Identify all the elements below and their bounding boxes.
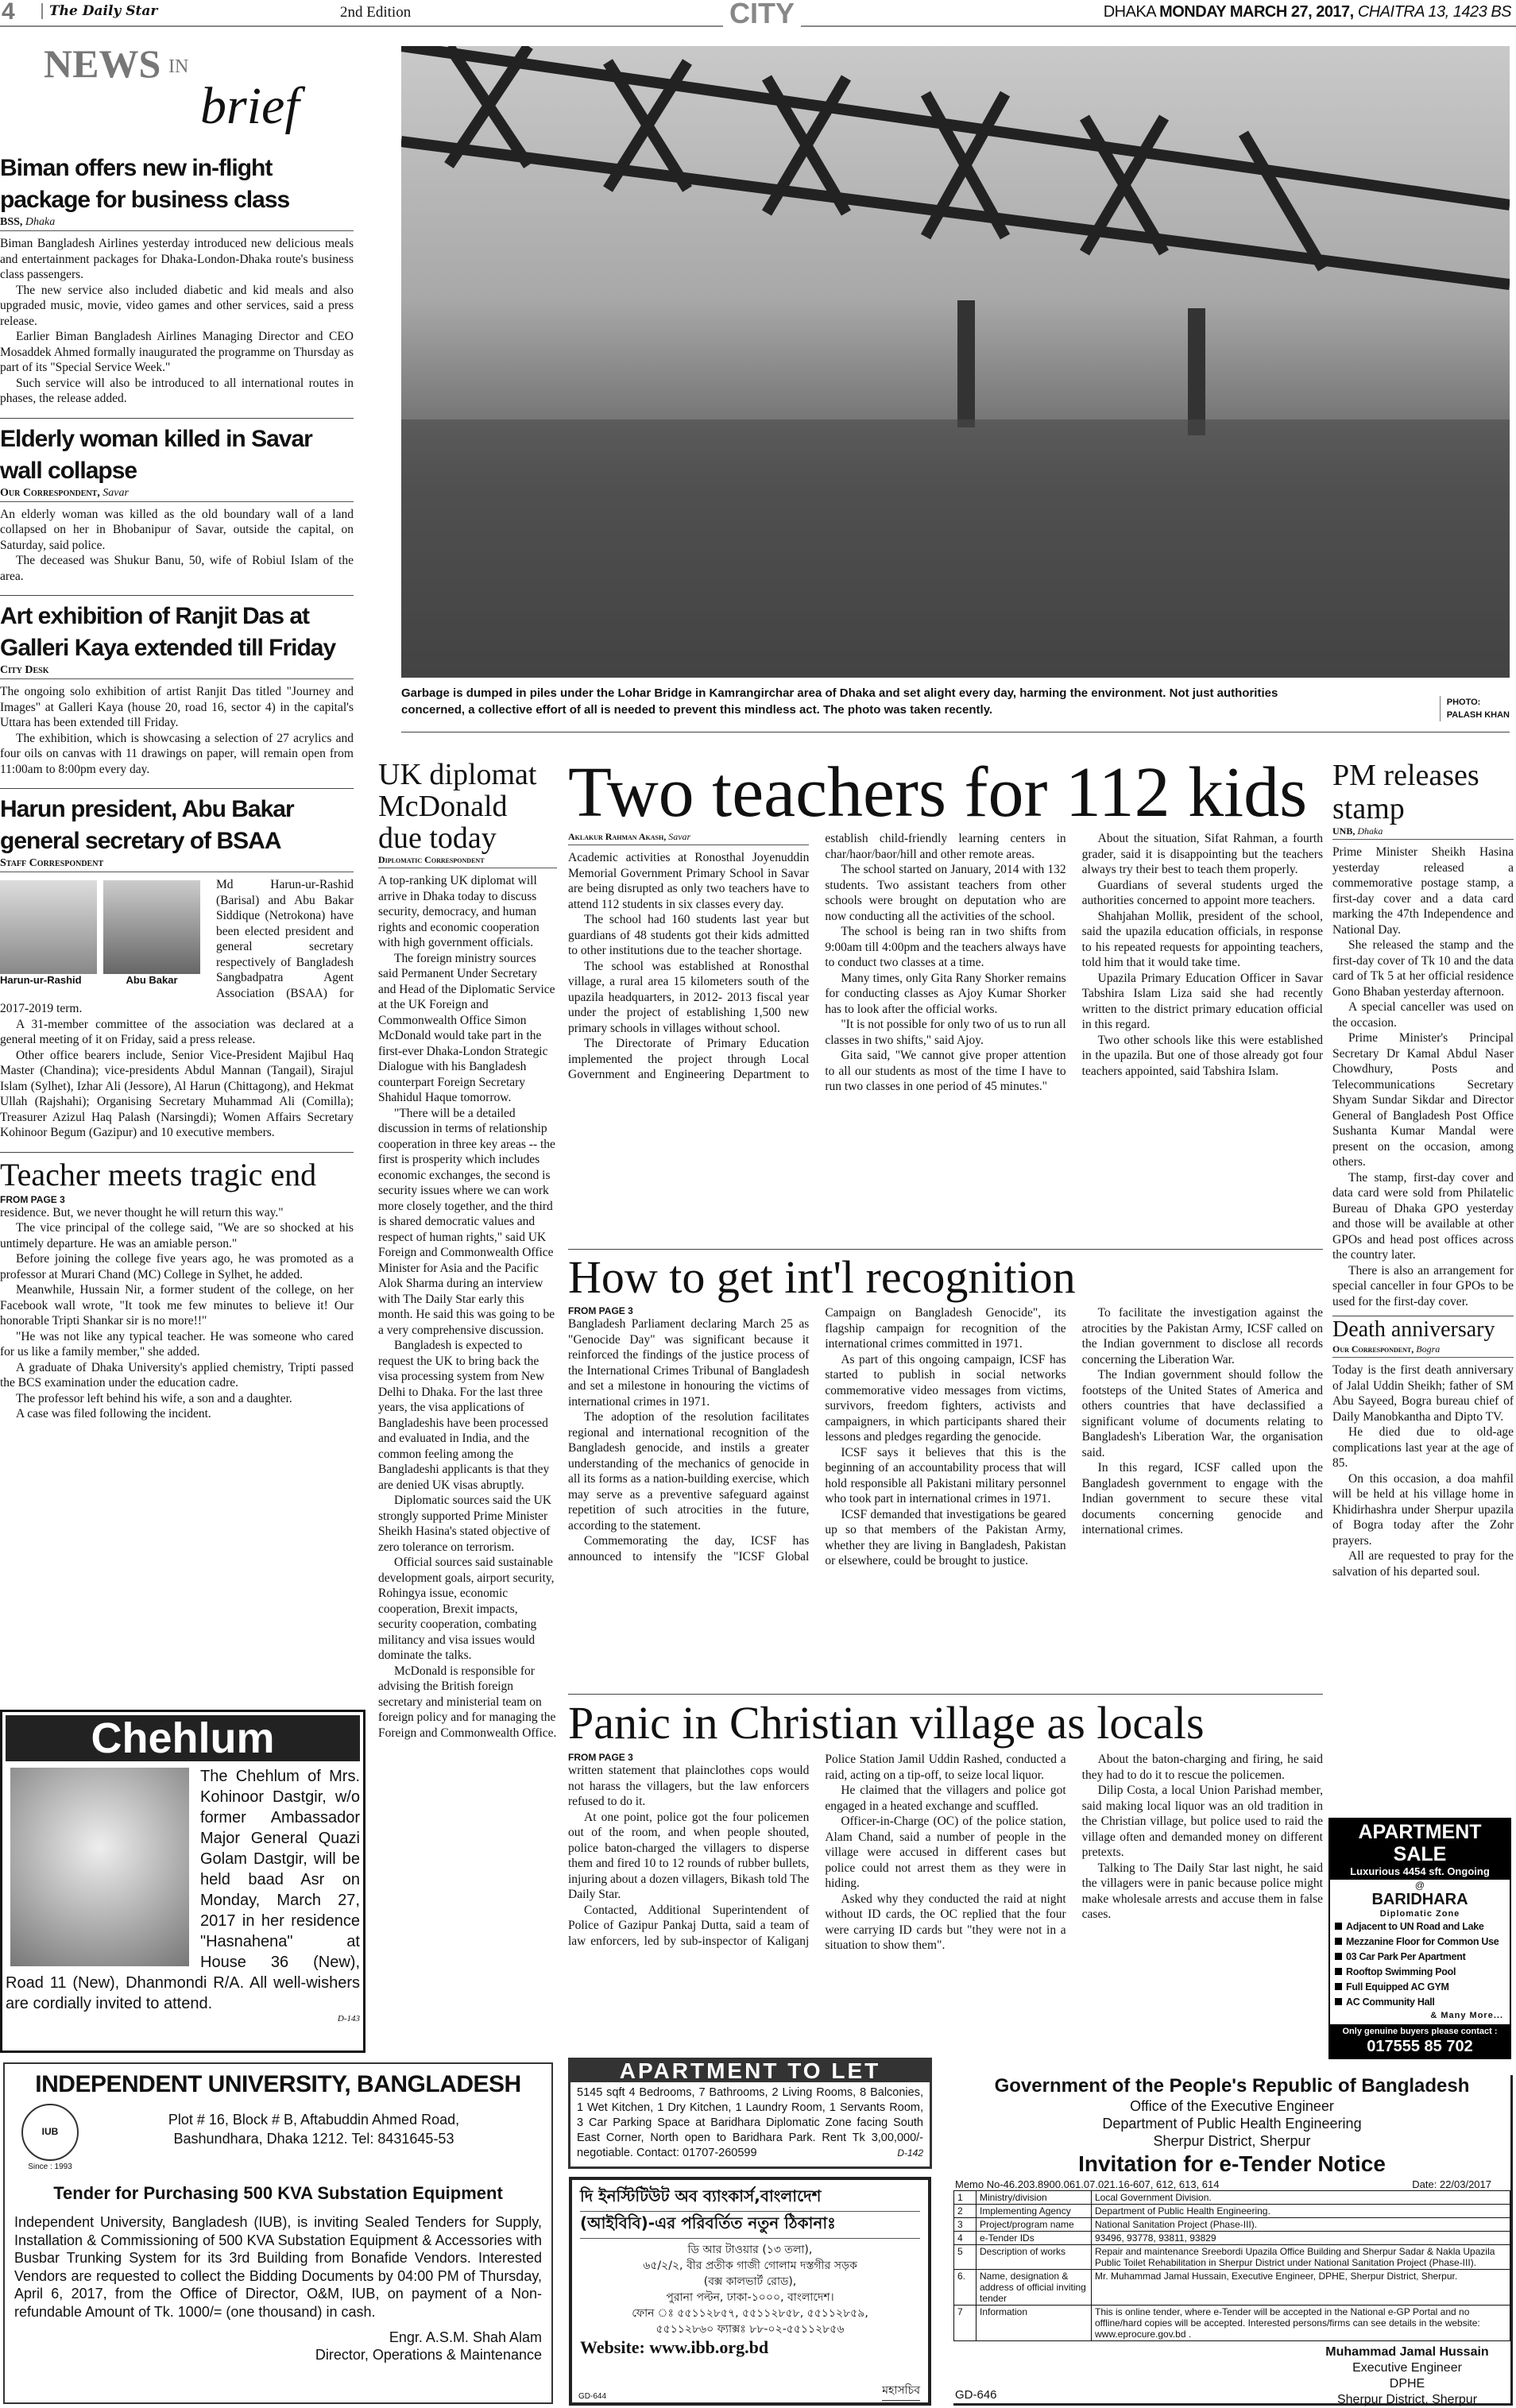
ad-more: & Many More... (1430, 2011, 1503, 2020)
table-row (954, 2205, 1510, 2218)
from-page: FROM PAGE 3 (568, 1305, 633, 1316)
lead-photo (401, 46, 1510, 678)
paragraph: Other office bearers include, Senior Vice-President Majibul Haq Master (Chandina); vice-presidents Abdul Mannan (Tangail), Sirajul Islam (Sylhet), Izhar Ali (Jessore), Al Harun (Chittagong), and Hekmat Ullah (Rajshahi); Organising Secretary Muhammad Ali (Comilla); Treasurer Azizul Haq Palash (Narsingdi); Women Affairs Secretary Kohinoor Begum (Gazipur) and 10 executive members. (0, 1048, 354, 1139)
dateline-date: MONDAY MARCH 27, 2017, (1159, 3, 1354, 21)
ibb-fax: ৫৫১১২৮৬০ ফ্যাক্সঃ ৮৮-০২-৫৫১১২৮৫৬ (656, 2323, 845, 2336)
article-body (0, 684, 354, 777)
paragraph: The deceased was Shukur Banu, 50, wife of Robiul Islam of the area. (0, 554, 354, 583)
paragraph: Such service will also be introduced to all international routes in phases, the release added. (0, 376, 354, 405)
paragraph: Diplomatic sources said the UK strongly supported Prime Minister Sheikh Hasina's stated objective of zero tolerance on terrorism. (378, 1494, 552, 1554)
paragraph: Talking to The Daily Star last night, he said the villagers were in panic because police might make wholesale arrests and accuse them in false cases. (1081, 1861, 1323, 1921)
row-label: Information (977, 2306, 1092, 2341)
paragraph: An elderly woman was killed as the old boundary wall of a land collapsed on her in Bhobanipur of Savar, outside the capital, on Saturday, said police. (0, 507, 354, 552)
paragraph: Bangladesh Parliament declaring March 25 as "Genocide Day" was significant because it reinforced the findings of the justice process of the International Crimes Tribunal of Bangladesh and set a milestone in honouring the victims of international crimes in 1971. (568, 1317, 810, 1409)
paragraph: A graduate of Dhaka University's applied chemistry, Tripti passed the BCS examination under the education cadre. (0, 1360, 354, 1390)
tender-title: Invitation for e-Tender Notice (1078, 2151, 1386, 2176)
paragraph: The ongoing solo exhibition of artist Ranjit Das titled "Journey and Images" at Galleri Kaya (house 20, road 16, sector 4) in the capital's Uttara has been extended till Friday. (0, 685, 354, 729)
table-row (954, 2218, 1510, 2232)
paragraph: All are requested to pray for the salvation of his departed soul. (1332, 1549, 1514, 1579)
apartment-sale-ad (1328, 1818, 1511, 2059)
left-column (0, 37, 354, 1422)
signer-name: Muhammad Jamal Hussain (1325, 2345, 1489, 2359)
paragraph: A 31-member committee of the association was declared at a general meeting of it on Friday, said a press release. (0, 1017, 354, 1046)
paragraph: Guardians of several students urged the authorities concerned to appoint more teachers. (1081, 878, 1323, 907)
byline: Our Correspondent, Savar (0, 487, 354, 502)
paragraph: Contacted, Additional Superintendent of Police of Gazipur Pankaj Dutta, said a team of law enforcers, led by sub-inspector of Kaliganj Police Station Jamil Uddin Rashed, conducted a raid, acting on a tip-off, to seize local liquor. (568, 1753, 1066, 1948)
brief-in-text: IN (168, 56, 189, 77)
paragraph: ICSF says it believes that this is the beginning of an accountability process that will hold responsible all Pakistani military personnel who took part in international crimes in 1971. (825, 1445, 1066, 1505)
masthead (0, 0, 1516, 27)
feature-item (1335, 1935, 1510, 1950)
brief-title: brief (200, 77, 300, 135)
byline: City Desk (0, 664, 354, 679)
paragraph: He claimed that the villagers and police got engaged in a heated exchange and scuffled. (825, 1784, 1066, 1813)
ibb-title-2: (আইবিবি)-এর পরিবর্তিত নতুন ঠিকানাঃ (580, 2212, 920, 2239)
tender-table (953, 2190, 1510, 2341)
at-sign: @ (1414, 1880, 1425, 1891)
chehlum-notice (0, 1710, 365, 2053)
paragraph: The school had 160 students last year but guardians of 48 students got their kids admitted to other institutions due to the teacher shortage. (568, 913, 810, 957)
headline: UK diplomat McDonald due today (378, 759, 537, 855)
ad-zone: Diplomatic Zone (1379, 1909, 1460, 1919)
paragraph: The Indian government should follow the footsteps of the United States of America and others countries that have declassified a significant volume of documents relating to Bangladesh's Liberation War, the organisation said. (1081, 1368, 1323, 1459)
row-value: Department of Public Health Engineering. (1092, 2205, 1510, 2218)
paragraph: The exhibition, which is showcasing a selection of 27 acrylics and four oils on canvas with 11 drawings on paper, will remain open from 11:00am to 8:00pm every day. (0, 731, 354, 776)
tender-office: Office of the Executive Engineer (1130, 2098, 1334, 2114)
from-page: FROM PAGE 3 (0, 1193, 65, 1205)
paragraph: Officer-in-Charge (OC) of the police station, Alam Chand, said a number of people in the village were accused in different cases but police could not arrest them as they were in hiding. (825, 1815, 1066, 1890)
from-page: FROM PAGE 3 (568, 1752, 633, 1763)
feature-text: Full Equipped AC GYM (1346, 1981, 1449, 1992)
paragraph: Two other schools like this were established in the upazila. But one of those already got four teachers appointed, said Tabshira Islam. (1081, 1033, 1323, 1078)
iub-logo-block (14, 2104, 86, 2172)
section-name: CITY (723, 0, 801, 30)
bridge-garbage-image (401, 46, 1510, 678)
row-value: National Sanitation Project (Phase-III). (1092, 2218, 1510, 2232)
ad-code: GD-644 (578, 2392, 607, 2401)
paragraph: There is also an arrangement for special canceller in four GPOs to be used for the first-day cover. (1332, 1263, 1514, 1308)
article-art (0, 595, 354, 777)
row-number: 5 (954, 2245, 977, 2270)
ad-code: D-143 (337, 2014, 360, 2023)
feature-text: Rooftop Swimming Pool (1346, 1966, 1456, 1977)
feature-item (1335, 1950, 1510, 1965)
paragraph: Dilip Costa, a local Union Parishad member, said making local liquor was an old tradition in the Christian village, but police used to raid the village often and demanded money on different pretexts. (1081, 1784, 1323, 1859)
brief-news-text: NEWS (44, 41, 161, 86)
paragraph: The new service also included diabetic and kid meals and also upgraded music, movie, video games and other services, said a press release. (0, 283, 354, 328)
paragraph: To facilitate the investigation against the atrocities by the Pakistan Army, ICSF called on the Indian government to disclose all records concerning the Liberation War. (1081, 1306, 1323, 1366)
row-label: Name, designation & address of official inviting tender (977, 2270, 1092, 2306)
row-label: Project/program name (977, 2218, 1092, 2232)
feature-item (1335, 1919, 1510, 1935)
tender-district: Sherpur District, Sherpur (1153, 2133, 1311, 2149)
row-label: Implementing Agency (977, 2205, 1092, 2218)
tender-dept: Department of Public Health Engineering (1102, 2116, 1362, 2132)
ad-place: BARIDHARA (1371, 1891, 1468, 1908)
paragraph: He died due to old-age complications last year at the age of 85. (1332, 1425, 1514, 1470)
ibb-address-line: পুরানা পল্টন, ঢাকা-১০০০, বাংলাদেশ। (666, 2291, 834, 2304)
headline: Elderly woman killed in Savar wall collapse (0, 425, 312, 484)
signer-org: DPHE (1389, 2377, 1425, 2391)
apartment-to-let-ad (568, 2058, 932, 2169)
ibb-signer: মহাসচিব (882, 2381, 920, 2401)
headline: Panic in Christian village as locals (568, 1697, 1205, 1749)
article-columns (568, 1752, 1323, 1954)
edition: 2nd Edition (340, 4, 412, 21)
ibb-address-line: ডি আর টাওয়ার (১৩ তলা), (687, 2244, 813, 2256)
ibb-address-line: ৬৫/২/২, বীর প্রতীক গাজী গোলাম দস্তগীর সড়ক (643, 2259, 857, 2272)
paragraph: About the baton-charging and firing, he said they had to do it to rescue the policemen. (1081, 1753, 1323, 1782)
article-teacher (0, 1152, 354, 1422)
feature-item (1335, 1965, 1510, 1980)
photo-credit: PHOTO: PALASH KHAN (1440, 696, 1510, 721)
iub-address: Plot # 16, Block # B, Aftabuddin Ahmed Road, Bashundhara, Dhaka 1212. Tel: 8431645-53 (168, 2112, 460, 2147)
byline: Our Correspondent, Bogra (1332, 1343, 1514, 1358)
row-label: e-Tender IDs (977, 2232, 1092, 2245)
e-tender-notice (953, 2075, 1513, 2406)
article-columns (568, 831, 1323, 1095)
tender-gov: Government of the People's Republic of Bangladesh (994, 2075, 1470, 2097)
headline: PM releases stamp (1332, 759, 1479, 825)
paragraph: Md Harun-ur-Rashid (Barisal) and Abu Bakar Siddique (Netrokona) have been elected president and general secretary respectively of Bangladesh Sangbadpatra Agent Association (BSAA) for 2017-2019 term. (0, 878, 354, 1015)
ibb-title-1: দি ইনস্টিটিউট অব ব্যাংকার্স,বাংলাদেশ (580, 2185, 920, 2212)
ibb-address-ad (569, 2177, 931, 2406)
paragraph: residence. But, we never thought he will return this way." (0, 1205, 284, 1219)
paragraph: Prime Minister's Principal Secretary Dr Kamal Abdul Naser Chowdhury, Posts and Telecommunications Secretary Shyam Sundar Sikdar and Director General of Bangladesh Post Office Sushanta Kumar Mandal were present on the occasion, among others. (1332, 1031, 1514, 1169)
since-text: Since : 1993 (28, 2163, 72, 2171)
caption-text: Garbage is dumped in piles under the Lohar Bridge in Kamrangirchar area of Dhaka and set alight every day, harming the environment. Not just authorities concerned, a collective effort of all is needed to prevent this mindless act. The photo was taken recently. (401, 686, 1278, 717)
paragraph: In this regard, ICSF called upon the Bangladesh government to engage with the Indian government to secure these vital documents concerning genocide and international crimes. (1081, 1461, 1323, 1536)
paragraph: "He was not like any typical teacher. He was someone who cared for us like a family member," she added. (0, 1329, 354, 1359)
signature: Engr. A.S.M. Shah Alam Director, Operations & Maintenance (315, 2329, 542, 2363)
paragraph: Upazila Primary Education Officer in Savar Tabshira Islam Liza said she had recently written to the district primary education official in this regard. (1081, 971, 1323, 1031)
paragraph: Today is the first death anniversary of Jalal Uddin Sheikh; father of SM Abu Sayeed, Bogra bureau chief of Daily Manobkantha and Dipto TV. (1332, 1363, 1514, 1424)
paragraph: Shahjahan Mollik, president of the school, said the upazila education officials, in response to his repeated requests for appointing teachers, told him that it would take time. (1081, 909, 1323, 969)
ibb-website[interactable]: Website: www.ibb.org.bd (580, 2337, 769, 2357)
paragraph: Prime Minister Sheikh Hasina yesterday released a commemorative postage stamp, a first-day cover and a data card marking the 47th Independence and National Day. (1332, 845, 1514, 937)
article-body (0, 507, 354, 585)
paragraph: The professor left behind his wife, a son and a daughter. (16, 1391, 292, 1405)
article-bsaa (0, 788, 354, 1141)
feature-text: AC Community Hall (1346, 1996, 1435, 2008)
feature-text: Adjacent to UN Road and Lake (1346, 1921, 1484, 1932)
row-value: 93496, 93778, 93811, 93829 (1092, 2232, 1510, 2245)
bullet-icon (1335, 1968, 1342, 1975)
article-body (378, 873, 557, 1741)
table-row (954, 2306, 1510, 2341)
article-uk-diplomat (378, 759, 557, 2034)
contact-label: Only genuine buyers please contact : (1342, 2027, 1498, 2036)
paragraph: "It is not possible for only two of us to run all classes in two shifts," said Ajoy. (825, 1018, 1066, 1047)
dateline-bangla: CHAITRA 13, 1423 BS (1357, 3, 1511, 21)
paragraph: A special canceller was used on the occasion. (1332, 1000, 1514, 1030)
article-savar (0, 418, 354, 585)
row-number: 3 (954, 2218, 977, 2232)
chehlum-text: The Chehlum of Mrs. Kohinoor Dastgir, w/o former Ambassador Major General Quazi Golam Dastgir, will be held baad Asr on Monday, March 27, 2017 in her residence "Hasnahena" at House 36 (New), Road 11 (New), Dhanmondi R/A. All well-wishers are cordially invited to attend. (6, 1768, 360, 2012)
bsaa-photos (0, 880, 207, 986)
article-body (1332, 845, 1514, 1309)
row-label: Description of works (977, 2245, 1092, 2270)
paragraph: Gita said, "We cannot give proper attention to all our students as most of the time I have to run two classes in one period of 45 minutes." (825, 1049, 1066, 1093)
paragraph: The Directorate of Primary Education implemented the project through Local Government and Engineering Department to establish child-friendly learning centers in char/haor/baor/hill and other remote areas. (568, 832, 1066, 1081)
article-body (1332, 1362, 1514, 1579)
bullet-icon (1335, 1923, 1342, 1930)
dateline (1104, 3, 1511, 21)
headline: How to get int'l recognition (568, 1251, 1076, 1303)
tender-title: Tender for Purchasing 500 KVA Substation Equipment (53, 2183, 503, 2203)
article-columns (568, 1305, 1323, 1569)
photo-caption (401, 685, 1510, 732)
photo-harun: Harun-ur-Rashid (0, 880, 97, 986)
signer-place: Sherpur District, Sherpur (1336, 2393, 1478, 2406)
paragraph: A case was filed following the incident. (16, 1407, 211, 1420)
article-two-teachers (568, 755, 1323, 1247)
signer-title: Executive Engineer (1352, 2361, 1462, 2375)
paper-logo: The Daily Star (41, 3, 157, 19)
bullet-icon (1335, 1953, 1342, 1960)
ad-code: D-142 (897, 2147, 923, 2159)
article-body (0, 1205, 354, 1422)
headline: Harun president, Abu Bakar general secretary of BSAA (0, 796, 294, 854)
paragraph: Many times, only Gita Rany Shorker remains for conducting classes as Ajoy Kumar Shorker has to look after the official works. (825, 971, 1066, 1016)
article-body (568, 1752, 1323, 1954)
paragraph: The stamp, first-day cover and data card were sold from Philatelic Bureau of Dhaka GPO yesterday and those will be available at other GPOs and head post offices across the country later. (1332, 1170, 1514, 1262)
byline: Diplomatic Correspondent (378, 854, 557, 868)
table-row (954, 2232, 1510, 2245)
paragraph: Biman Bangladesh Airlines yesterday introduced new delicious meals and entertainment packages for Dhaka-London-Dhaka route's business class passengers. (0, 237, 354, 281)
paragraph: Commemorating the day, ICSF has announced to intensify the "ICSF Global Campaign on Bangladesh Genocide", its flagship campaign for recognition of the international crimes committed in 1971. (568, 1306, 1066, 1563)
ad-subtitle: Luxurious 4454 sft. Ongoing (1350, 1865, 1490, 1877)
paragraph: Earlier Biman Bangladesh Airlines Managing Director and CEO Mosaddek Ahmed formally inaugurated the programme on Thursday as part of its "Special Service Week." (0, 330, 354, 374)
row-number: 6. (954, 2270, 977, 2306)
paragraph: Official sources said sustainable development goals, airport security, Rohingya issue, economic cooperation, Brexit impacts, security cooperation, combating militancy and visa issues would dominate the talks. (378, 1556, 555, 1662)
byline: Aklakur Rahman Akash, Savar (568, 831, 809, 845)
paragraph: The adoption of the resolution facilitates regional and international recognition of the Bangladesh genocide, and instils a greater understanding of the mechanics of genocide in all its forms as a nation-building exercise, which may serve as a preventive safeguard against repetition of such atrocities in the future, according to the statement. (568, 1410, 810, 1533)
portrait-photo (10, 1768, 189, 1966)
paragraph: A top-ranking UK diplomat will arrive in Dhaka today to discuss security, democracy, and human rights and economic cooperation with high government officials. (378, 874, 539, 949)
article-body (568, 1305, 1323, 1569)
paragraph: Bangladesh is expected to request the UK to bring back the visa processing system from New Delhi to Dhaka. For the last three years, the visa applications of Bangladeshis have been processed and evaluated in India, and the common feeling among the Bangladeshi applicants is that they are denied UK visas abruptly. (378, 1339, 550, 1492)
paragraph: Asked why they conducted the raid at night without ID cards, the OC replied that the four were carrying ID cards but "they were not in a situation to show them". (825, 1892, 1066, 1952)
iub-logo: IUB (21, 2104, 79, 2161)
article-body (568, 831, 1323, 1095)
news-in-brief-header (0, 37, 354, 140)
table-row (954, 2270, 1510, 2306)
ad-body: 5145 sqft 4 Bedrooms, 7 Bathrooms, 2 Living Rooms, 8 Balconies, 1 Wet Kitchen, 1 Dry Kitchen, 1 Laundry Room, 1 Servants Room, 3 Car Parking Space at Baridhara Diplomatic Zone facing South East Corner, North open to Baridhara Park. Rent Tk 3,00,000/- negotiable. Contact: 01707-260599 (577, 2086, 923, 2159)
paragraph: ICSF demanded that investigations be geared up so that members of the Pakistan Army, whether they are living in Bangladesh, Pakistan or elsewhere, could be brought to justice. (825, 1507, 1066, 1567)
memo-number: Memo No-46.203.8900.061.07.021.16-607, 612, 613, 614 (955, 2178, 1220, 2190)
ibb-address-line: (বক্স কালভার্ট রোড), (703, 2275, 797, 2288)
paragraph: Academic activities at Ronosthal Joyenuddin Memorial Government Primary School in Savar are being disrupted as only two teachers have to attend 112 students in six classes every day. (568, 851, 810, 911)
paragraph: At one point, police got the four policemen out of the room, and when people shouted, police baton-charged the villagers to disperse them and fired 10 to 12 rounds of rubber bullets, injuring about a dozen villagers, Bikash told The Daily Star. (568, 1810, 810, 1901)
paragraph: The school is being ran in two shifts from 9:00am till 4:00pm and the teachers always have to conduct two classes at a time. (825, 925, 1066, 969)
row-value: Mr. Muhammad Jamal Hussain, Executive Engineer, DPHE, Sherpur District, Sherpur. (1092, 2270, 1510, 2306)
iub-tender-ad (3, 2062, 553, 2404)
feature-item (1335, 1980, 1510, 1995)
headline: Art exhibition of Ranjit Das at Galleri Kaya extended till Friday (0, 603, 336, 661)
right-column (1332, 759, 1514, 1807)
feature-list (1330, 1919, 1510, 2010)
row-value: Local Government Division. (1092, 2191, 1510, 2205)
byline: BSS, Dhaka (0, 216, 354, 231)
feature-text: Mezzanine Floor for Common Use (1346, 1936, 1499, 1947)
paragraph: She released the stamp and the first-day cover of Tk 10 and the data card of Tk 5 at her official residence Gono Bhaban yesterday afternoon. (1332, 938, 1514, 999)
article-christian-village (568, 1694, 1323, 2051)
paragraph: The school started on January, 2014 with 132 students. Two assistant teachers from other schools were brought on deputation who are now conducting all the activities of the school. (825, 863, 1066, 923)
paragraph: Meanwhile, Hussain Nir, a former student of the college, on her Facebook wall wrote, "It took me few minutes to believe it! Our honorable Tripti Shankar sir is no more!!" (0, 1283, 354, 1328)
bullet-icon (1335, 1983, 1342, 1990)
paragraph: The foreign ministry sources said Permanent Under Secretary and Head of the Diplomatic Service at the UK Foreign and Commonwealth Office Simon McDonald would take part in the first-ever Dhaka-London Strategic Dialogue with his Bangladesh counterpart Foreign Secretary Shahidul Haque tomorrow. (378, 951, 555, 1104)
paragraph: The vice principal of the college said, "We are so shocked at his untimely departure. He was an amiable person." (0, 1221, 354, 1250)
bullet-icon (1335, 1938, 1342, 1945)
paragraph: On this occasion, a doa mahfil will be held at his village home in Khidirhashra under Sherpur upazila of Bogra today after the Zohr prayers. (1332, 1471, 1514, 1548)
death-headline: Death anniversary (1332, 1317, 1495, 1342)
paragraph: McDonald is responsible for advising the British foreign secretary and ministerial team on foreign policy and for managing the Foreign and Commonwealth Office. (378, 1664, 557, 1740)
ad-title: APARTMENT TO LET (570, 2060, 930, 2082)
paragraph: About the situation, Sifat Rahman, a fourth grader, said it is disappointing but the teachers always try their best to teach them properly. (1081, 832, 1323, 876)
byline: UNB, Dhaka (1332, 825, 1514, 840)
ad-title: INDEPENDENT UNIVERSITY, BANGLADESH (35, 2071, 521, 2097)
ibb-phone: ফোন ঃ ৫৫১১২৮৫৭, ৫৫১১২৮৫৮, ৫৫১১২৮৫৯, (632, 2307, 868, 2320)
row-label: Ministry/division (977, 2191, 1092, 2205)
headline: Teacher meets tragic end (0, 1156, 317, 1192)
paragraph: As part of this ongoing campaign, ICSF has started to publish in social networks commemorative video messages from victims, survivors, freedom fighters, activists and campaigners, in which participants shared their lessons and pledges regarding the genocide. (825, 1352, 1066, 1444)
table-row (954, 2191, 1510, 2205)
table-row (954, 2245, 1510, 2270)
row-number: 4 (954, 2232, 977, 2245)
page-number: 4 (2, 0, 15, 25)
article-biman (0, 153, 354, 407)
row-number: 7 (954, 2306, 977, 2341)
bullet-icon (1335, 1998, 1342, 2005)
paragraph: written statement that plainclothes cops would not harass the villagers, but the law enforcers refused to do it. (568, 1764, 810, 1808)
paragraph: "There will be a detailed discussion in terms of relationship cooperation in three key areas -- the first is prosperity which includes economic exchanges, the second is security issues where we can work more closely together, and the third is shared democratic values and respect of human rights," said UK Foreign and Commonwealth Office Minister for Asia and the Pacific Alok Sharma during an interview with The Daily Star early this month. He said this was going to be a very comprehensive discussion. (378, 1106, 555, 1337)
paragraph: The school was established at Ronosthal village, a rural area 15 kilometers south of the upazila headquarters, in 2012- 2013 fiscal year under the project of establishing 1,500 new primary schools in villages without school. (568, 959, 810, 1035)
paragraph: Before joining the college five years ago, he was promoted as a professor at Murari Chand (MC) College in Sylhet, he added. (0, 1252, 354, 1281)
feature-text: 03 Car Park Per Apartment (1346, 1951, 1466, 1962)
dateline-city: DHAKA (1103, 3, 1156, 21)
row-value: This is online tender, where e-Tender will be accepted in the National e-GP Portal and no offline/hard copies will be accepted. Interested persons/firms can see details in the website: www.eprocure.gov.bd . (1092, 2306, 1510, 2341)
photo-abu-bakar: Abu Bakar (103, 880, 200, 986)
tender-body: Independent University, Bangladesh (IUB), is inviting Sealed Tenders for Supply, Installation & Commissioning of 500 KVA Substation Equipment & Accessories with Busbar Trunking System for its 3rd Building from Bonafide Vendors. Interested Vendors are requested to collect the Bidding Documents by 04:00 PM of Thursday, April 6, 2017, from the Office of Director, O&M, IUB, on payment of a Non-refundable Amount of Tk. 1000/= (one thousand) in cash. (14, 2214, 542, 2320)
contact-phone[interactable]: 017555 85 702 (1367, 2038, 1473, 2055)
ad-title: APARTMENT SALE (1358, 1821, 1482, 1865)
row-number: 2 (954, 2205, 977, 2218)
memo-date: Date: 22/03/2017 (1412, 2178, 1491, 2190)
article-intl-recognition (568, 1249, 1323, 1694)
row-value: Repair and maintenance Sreebordi Upazila Office Building and Sherpur Sadar & Nakla Upazila Public Toilet Rehabilitation in Sherpur District under National Sanitation Project (Phase-III). (1092, 2245, 1510, 2270)
ad-code: GD-646 (955, 2388, 997, 2402)
feature-item (1335, 1995, 1510, 2010)
headline: Two teachers for 112 kids (568, 755, 1308, 832)
row-number: 1 (954, 2191, 977, 2205)
headline: Biman offers new in-flight package for business class (0, 155, 290, 213)
byline: Staff Correspondent (0, 857, 354, 872)
article-body (0, 236, 354, 407)
chehlum-title: Chehlum (6, 1715, 360, 1761)
